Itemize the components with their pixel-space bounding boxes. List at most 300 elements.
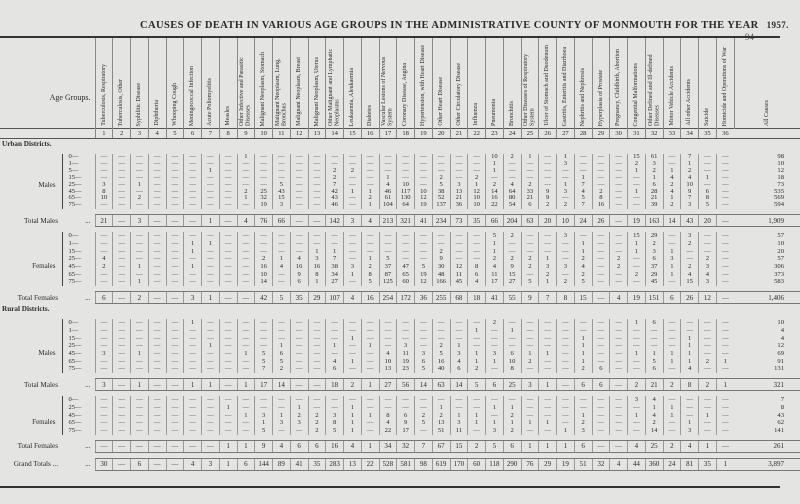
table-cell: 4 — [610, 292, 628, 304]
empty-cell: — — [202, 182, 220, 189]
table-cell: 1 — [468, 182, 486, 189]
total-row — [0, 379, 800, 391]
table-cell: 4 — [699, 271, 717, 279]
empty-cell: — — [273, 278, 291, 286]
empty-cell: — — [628, 419, 646, 427]
empty-cell: — — [202, 232, 220, 240]
empty-cell: — — [557, 240, 575, 248]
table-cell: 1 — [237, 350, 255, 358]
empty-cell: — — [219, 342, 237, 350]
table-cell: 528 — [379, 458, 397, 470]
table-row — [0, 240, 800, 248]
table-cell: 3 — [450, 182, 468, 189]
empty-cell: — — [699, 419, 717, 427]
table-cell: 1 — [255, 419, 273, 427]
table-cell: 2 — [521, 263, 539, 271]
empty-cell: — — [521, 404, 539, 412]
column-number: 35 — [699, 129, 717, 139]
empty-cell: — — [610, 168, 628, 175]
empty-cell: — — [202, 419, 220, 427]
table-row — [0, 419, 800, 427]
empty-cell: — — [184, 278, 202, 286]
table-cell: 37 — [379, 263, 397, 271]
age-group-label: 45— — [62, 189, 95, 196]
table-cell: 61 — [379, 195, 397, 202]
empty-cell: — — [148, 458, 166, 470]
table-cell: 44 — [628, 458, 646, 470]
table-cell: 45 — [450, 278, 468, 286]
table-cell: 14 — [415, 379, 433, 391]
empty-cell: — — [131, 365, 149, 373]
empty-cell: — — [202, 248, 220, 256]
empty-cell: — — [557, 248, 575, 256]
table-cell: 1 — [699, 440, 717, 452]
table-cell: 9 — [521, 292, 539, 304]
empty-cell: — — [432, 161, 450, 168]
empty-cell: — — [255, 154, 273, 161]
empty-cell: — — [219, 419, 237, 427]
column-header — [628, 38, 646, 129]
table-cell: 166 — [432, 278, 450, 286]
table-cell: 2 — [663, 440, 681, 452]
column-number: 13 — [308, 129, 326, 139]
table-cell: 30 — [432, 263, 450, 271]
empty-cell: — — [326, 240, 344, 248]
empty-cell: — — [202, 440, 220, 452]
empty-cell: — — [610, 215, 628, 227]
empty-cell: — — [397, 240, 415, 248]
table-cell: 1 — [574, 240, 592, 248]
column-header-label: Malignant Neoplasm, Breast — [295, 57, 302, 126]
table-cell: 40 — [432, 365, 450, 373]
empty-cell: — — [219, 168, 237, 175]
empty-cell: — — [610, 271, 628, 279]
table-cell: 1 — [628, 319, 646, 327]
table-cell: 1 — [131, 350, 149, 358]
table-cell: 6 — [645, 255, 663, 263]
empty-cell: — — [148, 182, 166, 189]
empty-cell: — — [610, 232, 628, 240]
table-cell: 107 — [326, 292, 344, 304]
empty-cell: — — [521, 335, 539, 343]
table-cell: 1 — [699, 412, 717, 420]
age-group-label: 1— — [62, 240, 95, 248]
empty-cell: — — [468, 255, 486, 263]
table-cell: 43 — [326, 195, 344, 202]
empty-cell: — — [219, 240, 237, 248]
empty-cell: — — [166, 202, 184, 209]
all-causes-cell: 141 — [774, 426, 785, 434]
age-group-label: 65— — [62, 271, 95, 279]
table-cell: 34 — [379, 440, 397, 452]
empty-cell: — — [95, 335, 113, 343]
column-header — [166, 38, 184, 129]
table-cell: 1 — [663, 404, 681, 412]
empty-cell: — — [592, 404, 610, 412]
column-number: 7 — [202, 129, 220, 139]
all-causes-cell: 535 — [774, 188, 785, 195]
column-header — [290, 38, 308, 129]
column-header-label: Motor Vehicle Accidents — [668, 66, 675, 126]
empty-cell: — — [344, 342, 362, 350]
table-cell: 2 — [503, 255, 521, 263]
empty-cell: — — [219, 215, 237, 227]
table-cell: 2 — [521, 358, 539, 366]
table-cell: 35 — [308, 458, 326, 470]
column-header — [734, 38, 800, 129]
table-cell: 8 — [326, 419, 344, 427]
table-cell: 1 — [645, 350, 663, 358]
column-number: 12 — [290, 129, 308, 139]
table-cell: 2 — [131, 195, 149, 202]
empty-cell: — — [237, 327, 255, 335]
table-cell: 1 — [344, 358, 362, 366]
table-cell: 6 — [273, 350, 291, 358]
all-causes-cell: 8 — [780, 403, 785, 411]
table-cell: 67 — [432, 440, 450, 452]
empty-cell: — — [219, 175, 237, 182]
empty-cell: — — [592, 342, 610, 350]
table-cell: 2 — [574, 255, 592, 263]
empty-cell: — — [113, 195, 131, 202]
empty-cell: — — [131, 248, 149, 256]
empty-cell: — — [308, 202, 326, 209]
empty-cell: — — [610, 195, 628, 202]
empty-cell: — — [148, 396, 166, 404]
column-header — [503, 38, 521, 129]
table-cell: 7 — [574, 182, 592, 189]
table-cell: 16 — [486, 195, 504, 202]
section-heading: Rural Districts. — [2, 305, 50, 314]
empty-cell: — — [113, 248, 131, 256]
table-cell: 1 — [237, 154, 255, 161]
empty-cell: — — [628, 404, 646, 412]
table-cell: 321 — [397, 215, 415, 227]
empty-cell: — — [344, 365, 362, 373]
empty-cell: — — [628, 182, 646, 189]
table-cell: 16 — [255, 263, 273, 271]
empty-cell: — — [148, 195, 166, 202]
empty-cell: — — [255, 248, 273, 256]
table-cell: 255 — [432, 292, 450, 304]
table-cell: 1 — [344, 412, 362, 420]
table-cell: 2 — [255, 255, 273, 263]
table-cell: 18 — [468, 292, 486, 304]
empty-cell: — — [539, 342, 557, 350]
table-cell: 28 — [645, 189, 663, 196]
empty-cell: — — [592, 358, 610, 366]
table-cell: 7 — [574, 202, 592, 209]
table-row — [0, 271, 800, 279]
table-cell: 1 — [184, 379, 202, 391]
empty-cell: — — [308, 342, 326, 350]
column-header-label: Other Circulatory Disease — [455, 63, 462, 126]
empty-cell: — — [95, 358, 113, 366]
table-cell: 1 — [521, 350, 539, 358]
table-row — [0, 232, 800, 240]
empty-cell: — — [290, 168, 308, 175]
table-cell: 10 — [379, 358, 397, 366]
table-cell: 163 — [645, 215, 663, 227]
empty-cell: — — [663, 232, 681, 240]
table-cell: 2 — [486, 255, 504, 263]
empty-cell: — — [166, 248, 184, 256]
table-cell: 42 — [255, 292, 273, 304]
table-cell: 1 — [131, 278, 149, 286]
empty-cell: — — [202, 350, 220, 358]
sex-group-label: Females — [32, 419, 56, 427]
table-cell: 1 — [219, 440, 237, 452]
empty-cell: — — [219, 319, 237, 327]
table-cell: 18 — [326, 379, 344, 391]
total-ellipsis: ... — [85, 293, 91, 302]
empty-cell: — — [716, 232, 734, 240]
empty-cell: — — [379, 342, 397, 350]
empty-cell: — — [148, 350, 166, 358]
empty-cell: — — [166, 182, 184, 189]
empty-cell: — — [699, 404, 717, 412]
empty-cell: — — [574, 319, 592, 327]
table-cell: 2 — [539, 202, 557, 209]
empty-cell: — — [397, 335, 415, 343]
table-cell: 1 — [574, 175, 592, 182]
empty-cell: — — [148, 319, 166, 327]
table-cell: 3 — [184, 292, 202, 304]
column-header — [95, 38, 113, 129]
empty-cell: — — [184, 427, 202, 435]
empty-cell: — — [415, 427, 433, 435]
empty-cell: — — [131, 319, 149, 327]
empty-cell: — — [432, 168, 450, 175]
empty-cell: — — [113, 327, 131, 335]
empty-cell: — — [539, 248, 557, 256]
empty-cell: — — [592, 161, 610, 168]
empty-cell: — — [557, 365, 575, 373]
empty-cell: — — [628, 327, 646, 335]
empty-cell: — — [255, 232, 273, 240]
empty-cell: — — [557, 404, 575, 412]
table-cell: 3 — [645, 248, 663, 256]
causes-of-death-table — [0, 38, 800, 471]
column-number: 26 — [539, 129, 557, 139]
table-cell: 2 — [628, 271, 646, 279]
empty-cell: — — [432, 396, 450, 404]
table-cell: 581 — [397, 458, 415, 470]
empty-cell: — — [219, 358, 237, 366]
table-cell: 15 — [681, 278, 699, 286]
table-cell: 1 — [699, 175, 717, 182]
empty-cell: — — [379, 168, 397, 175]
empty-cell: — — [308, 240, 326, 248]
empty-cell: — — [610, 319, 628, 327]
empty-cell: — — [95, 319, 113, 327]
table-cell: 234 — [432, 215, 450, 227]
table-cell: 1 — [202, 240, 220, 248]
empty-cell: — — [716, 319, 734, 327]
empty-cell: — — [290, 350, 308, 358]
table-cell: 1 — [450, 412, 468, 420]
empty-cell: — — [468, 427, 486, 435]
table-cell: 5 — [415, 365, 433, 373]
table-cell: 4 — [574, 263, 592, 271]
table-cell: 16 — [361, 292, 379, 304]
empty-cell: — — [432, 154, 450, 161]
all-causes-cell: 57 — [777, 232, 785, 240]
empty-cell: — — [450, 248, 468, 256]
empty-cell: — — [592, 319, 610, 327]
empty-cell: — — [628, 335, 646, 343]
empty-cell: — — [361, 175, 379, 182]
table-cell: 4 — [344, 440, 362, 452]
empty-cell: — — [592, 182, 610, 189]
table-cell: 6 — [645, 319, 663, 327]
table-cell: 43 — [681, 215, 699, 227]
table-cell: 1 — [645, 404, 663, 412]
empty-cell: — — [148, 419, 166, 427]
empty-cell: — — [610, 440, 628, 452]
empty-cell: — — [397, 404, 415, 412]
table-cell: 2 — [344, 379, 362, 391]
column-header — [557, 38, 575, 129]
empty-cell: — — [610, 248, 628, 256]
table-cell: 6 — [574, 379, 592, 391]
table-cell: 1 — [361, 202, 379, 209]
empty-cell: — — [308, 365, 326, 373]
empty-cell: — — [592, 232, 610, 240]
table-cell: 8 — [379, 412, 397, 420]
empty-cell: — — [681, 255, 699, 263]
table-cell: 23 — [397, 365, 415, 373]
empty-cell: — — [113, 263, 131, 271]
empty-cell: — — [699, 335, 717, 343]
empty-cell: — — [166, 278, 184, 286]
empty-cell: — — [255, 168, 273, 175]
empty-cell: — — [166, 175, 184, 182]
empty-cell: — — [716, 255, 734, 263]
empty-cell: — — [95, 342, 113, 350]
empty-cell: — — [237, 292, 255, 304]
table-cell: 26 — [592, 215, 610, 227]
empty-cell: — — [308, 215, 326, 227]
table-cell: 1 — [521, 419, 539, 427]
table-cell: 66 — [273, 215, 291, 227]
all-causes-cell: 12 — [777, 167, 785, 174]
table-cell: 2 — [468, 365, 486, 373]
empty-cell: — — [237, 419, 255, 427]
table-cell: 6 — [290, 440, 308, 452]
table-cell: 9 — [539, 195, 557, 202]
empty-cell: — — [148, 175, 166, 182]
empty-cell: — — [397, 248, 415, 256]
column-header-label: All Causes — [764, 99, 771, 126]
empty-cell: — — [273, 319, 291, 327]
column-header-label: Vascular Lesions of Nervous System — [381, 56, 394, 126]
empty-cell: — — [539, 427, 557, 435]
table-row — [0, 412, 800, 420]
empty-cell: — — [95, 327, 113, 335]
empty-cell: — — [699, 427, 717, 435]
table-cell: 22 — [361, 458, 379, 470]
empty-cell: — — [166, 255, 184, 263]
empty-cell: — — [699, 396, 717, 404]
empty-cell: — — [716, 215, 734, 227]
column-number: 15 — [344, 129, 362, 139]
empty-cell: — — [361, 154, 379, 161]
empty-cell: — — [681, 404, 699, 412]
empty-cell: — — [273, 404, 291, 412]
table-cell: 1 — [308, 278, 326, 286]
empty-cell: — — [415, 396, 433, 404]
column-header — [344, 38, 362, 129]
table-cell: 25 — [255, 189, 273, 196]
empty-cell: — — [219, 248, 237, 256]
empty-cell: — — [95, 365, 113, 373]
empty-cell: — — [308, 189, 326, 196]
column-header-label: All other Accidents — [686, 79, 693, 126]
table-cell: 3 — [574, 427, 592, 435]
empty-cell: — — [148, 412, 166, 420]
empty-cell: — — [344, 195, 362, 202]
empty-cell: — — [202, 327, 220, 335]
bottom-rule — [0, 486, 780, 488]
table-cell: 2 — [344, 168, 362, 175]
empty-cell: — — [184, 404, 202, 412]
empty-cell: — — [113, 202, 131, 209]
empty-cell: — — [432, 319, 450, 327]
table-cell: 2 — [432, 248, 450, 256]
column-number: 34 — [681, 129, 699, 139]
empty-cell: — — [468, 168, 486, 175]
empty-cell: — — [628, 358, 646, 366]
empty-cell: — — [468, 396, 486, 404]
table-cell: 8 — [95, 189, 113, 196]
age-group-label: 1— — [62, 161, 95, 168]
table-cell: 10 — [468, 202, 486, 209]
table-cell: 1 — [716, 358, 734, 366]
empty-cell: — — [148, 168, 166, 175]
empty-cell: — — [699, 240, 717, 248]
table-cell: 4 — [290, 255, 308, 263]
empty-cell: — — [468, 154, 486, 161]
table-cell: 5 — [486, 232, 504, 240]
table-cell: 4 — [681, 365, 699, 373]
all-causes-cell: 569 — [774, 195, 785, 202]
empty-cell: — — [432, 232, 450, 240]
empty-cell: — — [361, 427, 379, 435]
empty-cell: — — [202, 154, 220, 161]
empty-cell: — — [237, 342, 255, 350]
grand-totals-row — [0, 458, 800, 470]
table-cell: 63 — [521, 215, 539, 227]
empty-cell: — — [699, 154, 717, 161]
empty-cell: — — [468, 240, 486, 248]
empty-cell: — — [290, 327, 308, 335]
empty-cell: — — [184, 255, 202, 263]
empty-cell: — — [610, 202, 628, 209]
empty-cell: — — [290, 358, 308, 366]
empty-cell: — — [486, 335, 504, 343]
table-cell: 14 — [486, 189, 504, 196]
table-cell: 7 — [681, 195, 699, 202]
age-group-label: 65— — [62, 419, 95, 427]
table-cell: 10 — [255, 271, 273, 279]
empty-cell: — — [308, 154, 326, 161]
empty-cell: — — [415, 154, 433, 161]
table-cell: 17 — [397, 427, 415, 435]
total-row — [0, 292, 800, 304]
empty-cell: — — [628, 263, 646, 271]
table-cell: 8 — [592, 195, 610, 202]
